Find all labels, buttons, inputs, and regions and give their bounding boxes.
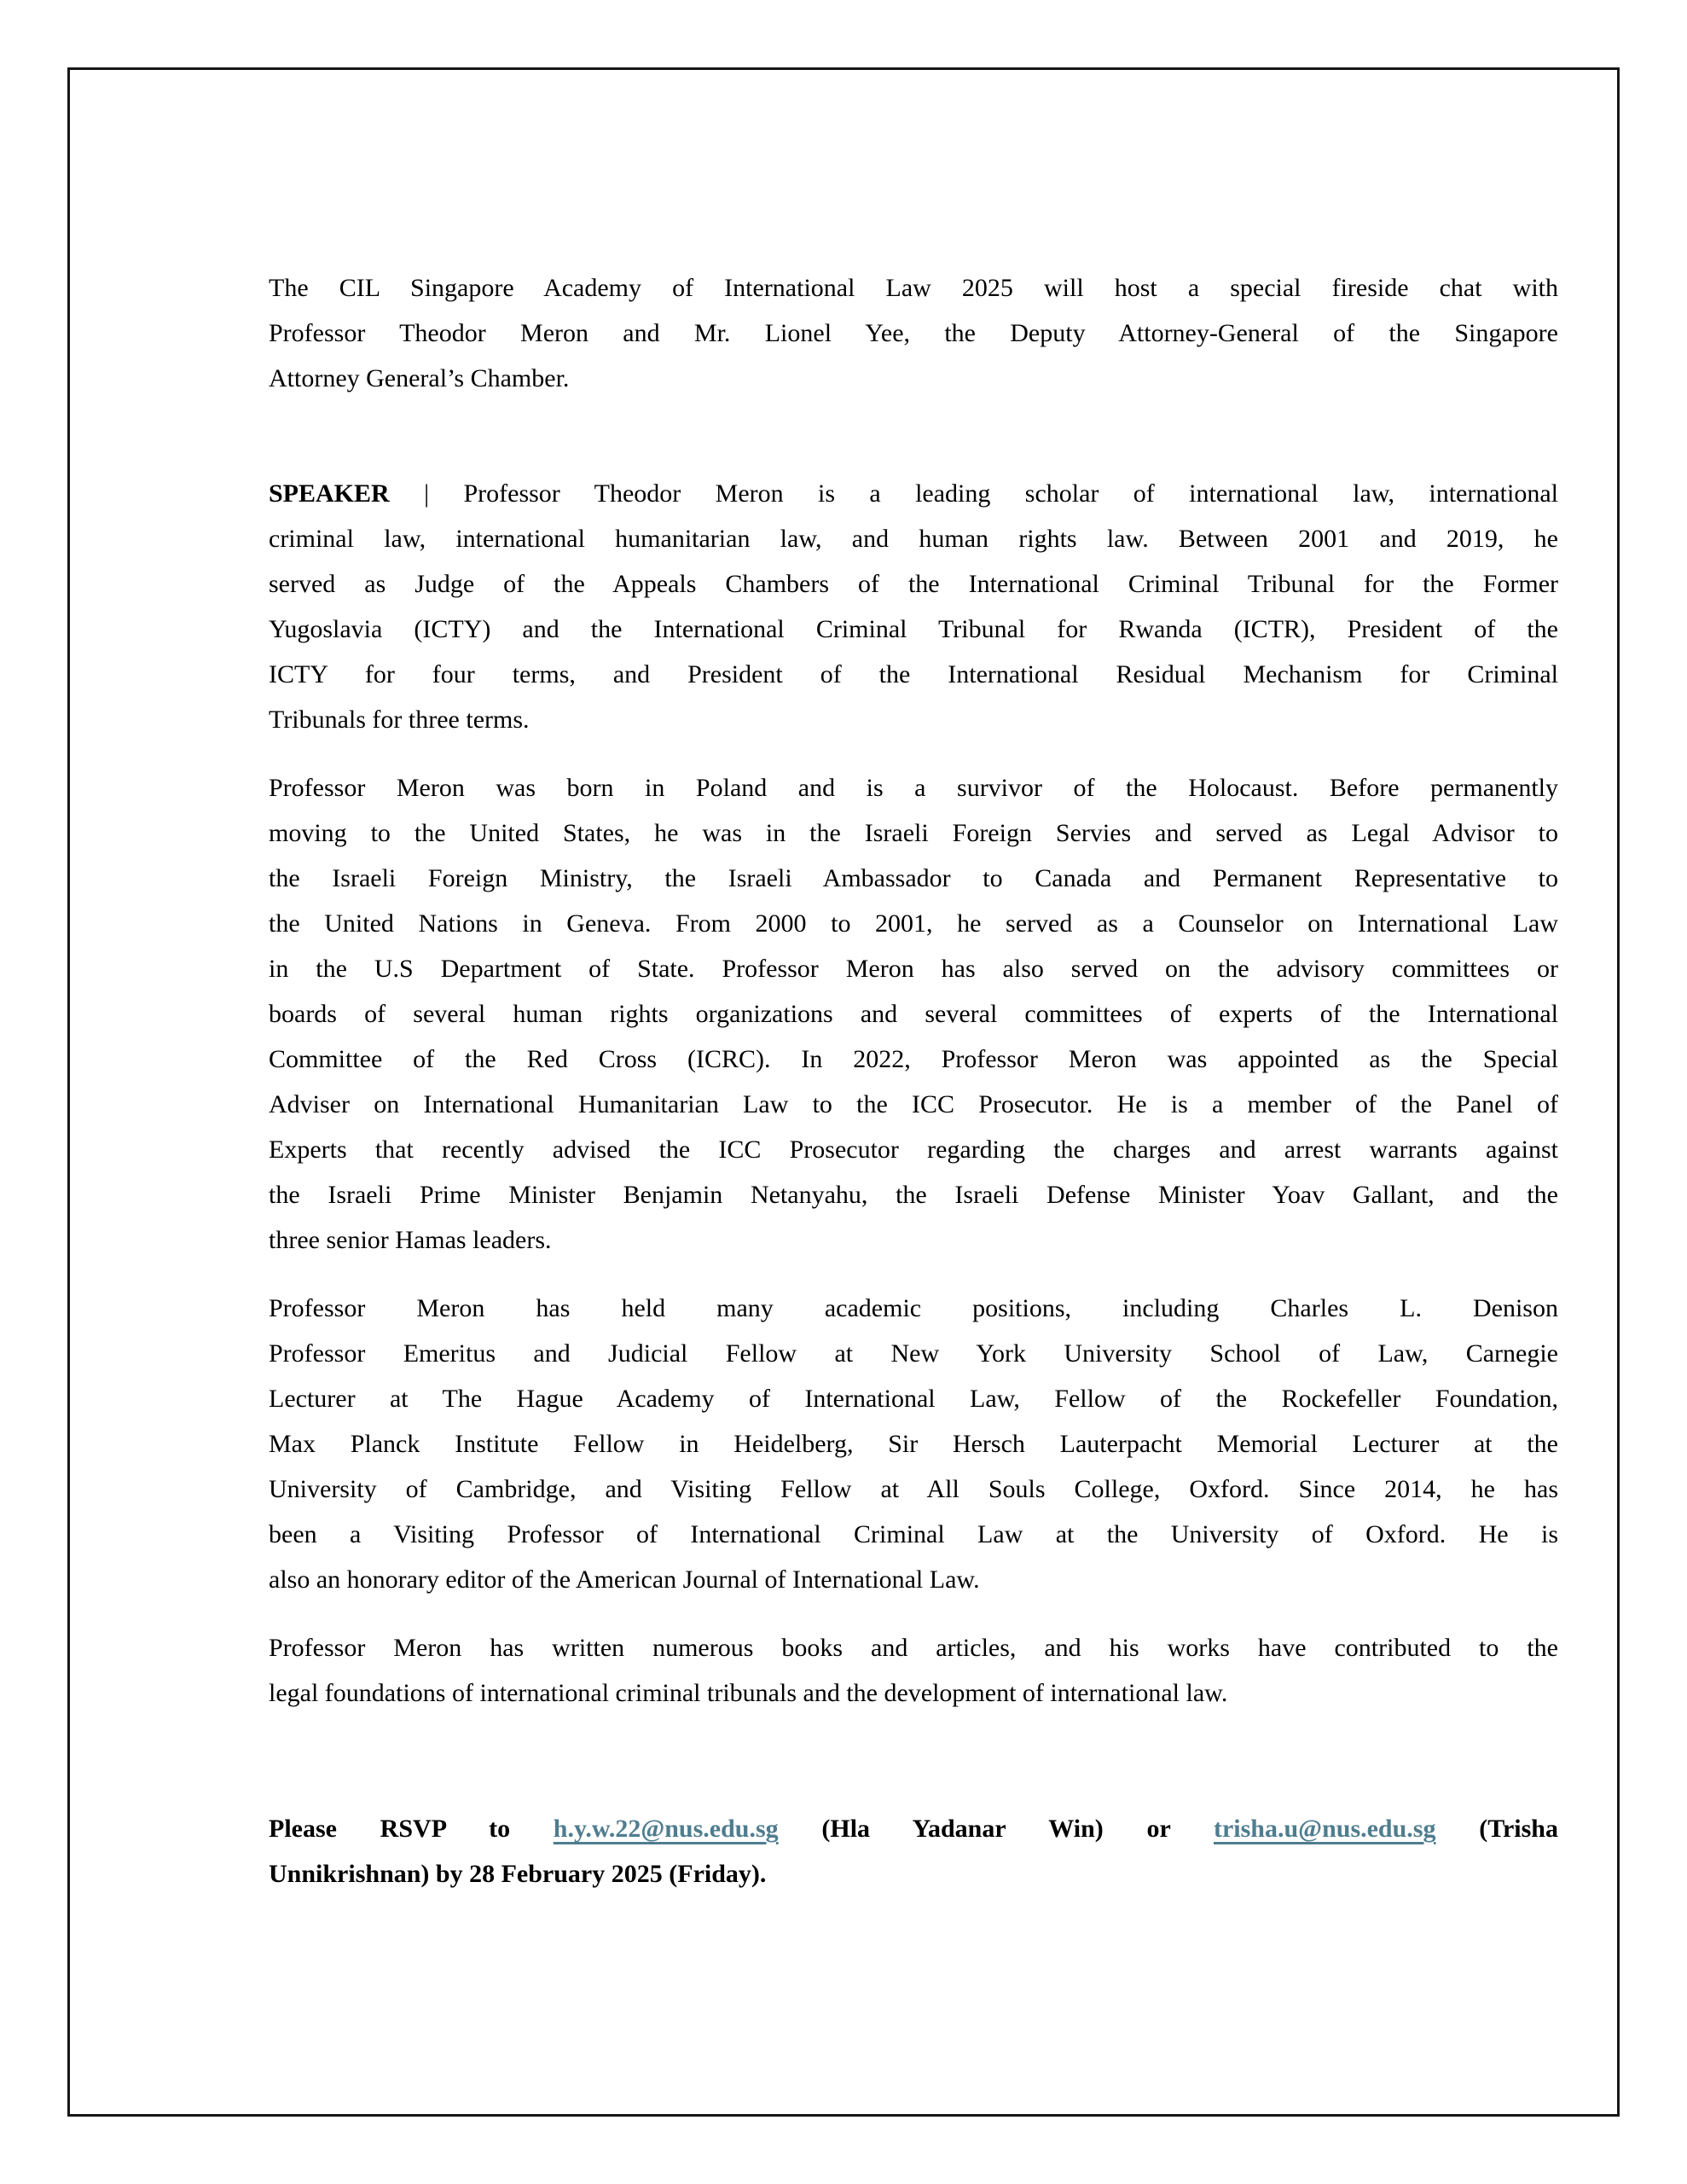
text-line: Professor Meron has written numerous books and articles, and his works have contributed to the [269,1634,1558,1662]
document-content [269,265,1558,1920]
text-line: boards of several human rights organizations and several committees of experts of the International [269,1000,1558,1028]
text-run: Please RSVP to [269,1815,554,1843]
text-line: legal foundations of international criminal tribunals and the development of international law. [269,1679,1228,1707]
text-line: Professor Theodor Meron and Mr. Lionel Yee, the Deputy Attorney-General of the Singapore [269,319,1558,347]
text-line: Unnikrishnan) by 28 February 2025 (Friday). [269,1860,767,1888]
paragraph-speaker-bio [269,471,1558,742]
paragraph-rsvp [269,1806,1558,1896]
text-line: the United Nations in Geneva. From 2000 to 2001, he served as a Counselor on International Law [269,909,1558,938]
text-line: Adviser on International Humanitarian Law to the ICC Prosecutor. He is a member of the Panel of [269,1090,1558,1118]
paragraph-academic-positions [269,1286,1558,1602]
text-line: Experts that recently advised the ICC Prosecutor regarding the charges and arrest warrants against [269,1136,1558,1164]
text-line: criminal law, international humanitarian law, and human rights law. Between 2001 and 2019, he [269,525,1558,553]
text-run: | Professor Theodor Meron is a leading scholar of international law, international [389,479,1558,508]
text-line: the Israeli Foreign Ministry, the Israeli Ambassador to Canada and Permanent Representative to [269,864,1558,892]
text-line: Professor Meron has held many academic positions, including Charles L. Denison [269,1294,1558,1322]
text-line: three senior Hamas leaders. [269,1226,552,1254]
text-line: the Israeli Prime Minister Benjamin Netanyahu, the Israeli Defense Minister Yoav Gallant, and the [269,1181,1558,1209]
paragraph-publications [269,1625,1558,1716]
text-line: Yugoslavia (ICTY) and the International Criminal Tribunal for Rwanda (ICTR), President of the [269,615,1558,643]
text-line: been a Visiting Professor of International Criminal Law at the University of Oxford. He is [269,1520,1558,1548]
text-line: Attorney General’s Chamber. [269,364,570,392]
page-border [67,67,1620,2117]
text-line [269,1806,1558,1851]
text-line: Professor Emeritus and Judicial Fellow at New York University School of Law, Carnegie [269,1339,1558,1368]
text-line: also an honorary editor of the American Journal of International Law. [269,1565,980,1594]
text-run: (Trisha [1435,1815,1558,1843]
text-line: Tribunals for three terms. [269,706,530,734]
speaker-label: SPEAKER [269,479,390,508]
text-run: (Hla Yadanar Win) or [778,1815,1214,1843]
text-line: The CIL Singapore Academy of International Law 2025 will host a special fireside chat with [269,274,1558,302]
text-line [269,471,1558,516]
text-line: Max Planck Institute Fellow in Heidelberg, Sir Hersch Lauterpacht Memorial Lecturer at the [269,1430,1558,1458]
text-line: Lecturer at The Hague Academy of International Law, Fellow of the Rockefeller Foundation, [269,1385,1558,1413]
text-line: ICTY for four terms, and President of the International Residual Mechanism for Criminal [269,660,1558,688]
text-line: Professor Meron was born in Poland and is a survivor of the Holocaust. Before permanently [269,774,1558,802]
text-line: Committee of the Red Cross (ICRC). In 2022, Professor Meron was appointed as the Special [269,1045,1558,1073]
email-link-trisha[interactable]: trisha.u@nus.edu.sg [1213,1815,1436,1843]
email-link-hla-yadanar-win[interactable]: h.y.w.22@nus.edu.sg [553,1815,779,1843]
text-line: moving to the United States, he was in the Israeli Foreign Servies and served as Legal Advisor to [269,819,1558,847]
text-line: in the U.S Department of State. Professor Meron has also served on the advisory committees or [269,955,1558,983]
paragraph-intro [269,265,1558,401]
text-line: served as Judge of the Appeals Chambers of the International Criminal Tribunal for the Former [269,570,1558,598]
text-line: University of Cambridge, and Visiting Fellow at All Souls College, Oxford. Since 2014, he has [269,1475,1558,1503]
paragraph-biography [269,765,1558,1263]
